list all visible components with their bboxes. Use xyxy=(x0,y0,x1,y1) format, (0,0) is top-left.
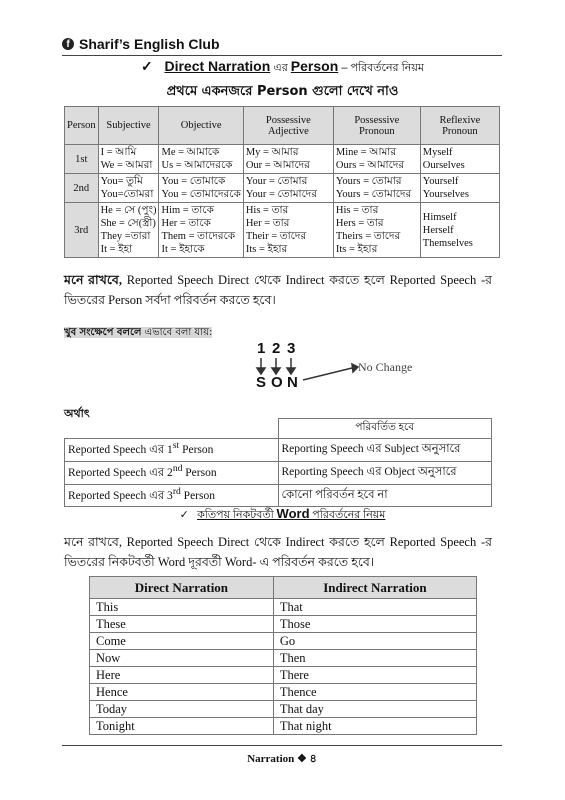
rule-table xyxy=(64,418,492,507)
cell-line: Our = আমাদের xyxy=(245,160,310,171)
cell-line: My = আমার xyxy=(245,147,299,158)
person-table-col-header: Person xyxy=(65,107,99,145)
cell-line: Theirs = তাদের xyxy=(335,231,401,242)
cell-line: Yours = তোমার xyxy=(335,176,402,187)
title-person: Person xyxy=(290,58,339,74)
table-row xyxy=(65,461,492,484)
cell-line: Myself xyxy=(422,147,453,158)
word-section-title: ✓ কতিপয় নিকটবর্তী Word পরিবর্তনের নিয়ম xyxy=(179,506,386,521)
remember-paragraph: মনে রাখবে, Reported Speech Direct থেকে Indirect করতে হলে Reported Speech -র ভিতরের Person সর্বদা পরিবর্তন করতে হবে। xyxy=(64,273,492,307)
table-row xyxy=(90,667,477,684)
cell-line: Themselves xyxy=(422,237,473,249)
table-row xyxy=(65,484,492,507)
cell-line: You= তুমি xyxy=(100,176,143,187)
cell-line: You = তোমাদেরকে xyxy=(161,189,241,200)
page-title: ✓ Direct Narration এর Person – পরিবর্তনের নিয়ম xyxy=(141,58,424,74)
rule-label-suffix: Person xyxy=(180,489,215,502)
son-letter-n: N xyxy=(287,374,298,391)
cell-line: Your = তোমার xyxy=(245,176,308,187)
table-row xyxy=(65,439,492,462)
cell-line: Ourselves xyxy=(422,160,465,171)
cell-line: They =তারা xyxy=(100,231,151,242)
indirect-word-cell: That xyxy=(273,599,476,616)
table-row xyxy=(65,145,500,174)
cell-line: Yourselves xyxy=(422,189,469,200)
cell-line: Its = ইহার xyxy=(335,244,378,255)
person-cell: 1st xyxy=(65,145,99,174)
page-header xyxy=(62,33,502,56)
cell-line: His = তার xyxy=(335,205,379,216)
cell-line: It = ইহা xyxy=(100,244,133,255)
check-icon: ✓ xyxy=(179,509,189,521)
rule-label: Reported Speech এর 2 xyxy=(68,466,173,479)
rule-label-cell xyxy=(65,439,279,462)
table-row xyxy=(65,203,500,258)
son-letter-s: S xyxy=(256,374,267,391)
son-number-2: 2 xyxy=(272,340,281,357)
cell-line: Them = তাদেরকে xyxy=(161,231,236,242)
facebook-icon: f xyxy=(62,38,74,50)
cell-line: Himself xyxy=(422,211,457,223)
section-subtitle: প্রথমে একনজরে Person গুলো দেখে নাও xyxy=(166,84,399,99)
person-table-cell xyxy=(159,174,243,203)
cell-line: Her = তার xyxy=(245,218,290,229)
cell-line: Mine = আমার xyxy=(335,147,397,158)
person-table-col-header: Subjective xyxy=(98,107,159,145)
person-table-cell xyxy=(333,203,420,258)
word-table-header-direct: Direct Narration xyxy=(90,577,274,599)
table-row xyxy=(65,174,500,203)
club-name: Sharif’s English Club xyxy=(79,36,220,52)
no-change-label: No Change xyxy=(358,360,413,374)
remember-paragraph-2: মনে রাখবে, Reported Speech Direct থেকে Indirect করতে হলে Reported Speech -র ভিতরের নিকটবর্তী Word দূরবর্তী Word- এ পরিবর্তন করতে হবে। xyxy=(64,535,492,569)
cell-line: You = তোমাকে xyxy=(161,176,226,187)
person-table-cell xyxy=(243,203,333,258)
cell-line: His = তার xyxy=(245,205,289,216)
indirect-word-cell: Those xyxy=(273,616,476,633)
cell-line: Her = তাকে xyxy=(161,218,211,229)
cell-line: Yours = তোমাদের xyxy=(335,189,412,200)
person-table-cell xyxy=(333,145,420,174)
cell-line: She = সে(স্ত্রী) xyxy=(100,218,156,229)
title-direct-narration: Direct Narration xyxy=(164,58,271,74)
indirect-word-cell: Thence xyxy=(273,684,476,701)
person-table xyxy=(64,106,500,258)
rule-label-sup: st xyxy=(172,440,180,451)
son-letter-o: O xyxy=(271,374,283,391)
arthat-label: অর্থাৎ xyxy=(64,407,90,420)
person-table-col-header: Possessive Adjective xyxy=(243,107,333,145)
cell-line: Their = তাদের xyxy=(245,231,307,242)
rule-change-cell: Reporting Speech এর Object অনুসারে xyxy=(278,461,492,484)
table-row xyxy=(90,616,477,633)
short-note: খুব সংক্ষেপে বললে এভাবে বলা যায়: xyxy=(64,327,213,338)
person-table-cell xyxy=(333,174,420,203)
direct-word-cell: Now xyxy=(90,650,274,667)
person-table-cell xyxy=(243,174,333,203)
person-table-cell xyxy=(98,203,159,258)
cell-line: Him = তাকে xyxy=(161,205,214,216)
cell-line: He = সে (পুং) xyxy=(100,205,157,216)
son-number-3: 3 xyxy=(287,340,296,357)
table-row xyxy=(90,718,477,735)
cell-line: Yourself xyxy=(422,176,459,187)
indirect-word-cell: That night xyxy=(273,718,476,735)
direct-word-cell: This xyxy=(90,599,274,616)
direct-word-cell: Hence xyxy=(90,684,274,701)
person-table-cell xyxy=(420,145,499,174)
table-row xyxy=(90,650,477,667)
cell-line: I = আমি xyxy=(100,147,137,158)
person-table-header xyxy=(65,107,500,145)
table-row xyxy=(90,701,477,718)
cell-line: Me = আমাকে xyxy=(161,147,220,158)
son-diagram xyxy=(250,340,450,390)
person-cell: 3rd xyxy=(65,203,99,258)
indirect-word-cell: Go xyxy=(273,633,476,650)
word-table-header-indirect: Indirect Narration xyxy=(273,577,476,599)
cell-line: Herself xyxy=(422,224,454,236)
direct-word-cell: These xyxy=(90,616,274,633)
direct-word-cell: Come xyxy=(90,633,274,650)
person-table-col-header: Reflexive Pronoun xyxy=(420,107,499,145)
rule-change-cell: কোনো পরিবর্তন হবে না xyxy=(278,484,492,507)
check-icon: ✓ xyxy=(141,58,153,74)
word-table xyxy=(89,576,477,735)
person-table-cell xyxy=(98,145,159,174)
rule-label-sup: rd xyxy=(172,485,181,497)
table-row xyxy=(90,599,477,616)
rule-label: Reported Speech এর 3 xyxy=(68,489,173,502)
rule-label-suffix: Person xyxy=(179,443,214,456)
table-row xyxy=(90,633,477,650)
cell-line: Hers = তার xyxy=(335,218,384,229)
rule-table-header: পরিবর্তিত হবে xyxy=(278,419,492,439)
direct-word-cell: Today xyxy=(90,701,274,718)
person-table-cell xyxy=(420,203,499,258)
indirect-word-cell: That day xyxy=(273,701,476,718)
person-table-cell xyxy=(159,203,243,258)
direct-word-cell: Tonight xyxy=(90,718,274,735)
rule-label-cell xyxy=(65,461,279,484)
person-table-cell xyxy=(243,145,333,174)
person-table-cell xyxy=(159,145,243,174)
rule-label-sup: nd xyxy=(172,462,183,474)
rule-change-cell: Reporting Speech এর Subject অনুসারে xyxy=(278,439,492,462)
person-table-col-header: Possessive Pronoun xyxy=(333,107,420,145)
cell-line: It = ইহাকে xyxy=(161,244,205,255)
indirect-word-cell: Then xyxy=(273,650,476,667)
rule-label: Reported Speech এর 1 xyxy=(68,443,173,456)
direct-word-cell: Here xyxy=(90,667,274,684)
table-row xyxy=(90,684,477,701)
indirect-word-cell: There xyxy=(273,667,476,684)
person-table-cell xyxy=(98,174,159,203)
page-footer: Narration ❖ ৪ xyxy=(62,745,502,769)
son-number-1: 1 xyxy=(257,340,266,357)
cell-line: Your = তোমাদের xyxy=(245,189,318,200)
cell-line: Its = ইহার xyxy=(245,244,288,255)
cell-line: Us = আমাদেরকে xyxy=(161,160,233,171)
cell-line: We = আমরা xyxy=(100,160,153,171)
person-table-cell xyxy=(420,174,499,203)
rule-label-cell xyxy=(65,484,279,507)
rule-label-suffix: Person xyxy=(182,466,217,479)
person-cell: 2nd xyxy=(65,174,99,203)
cell-line: Ours = আমাদের xyxy=(335,160,405,171)
cell-line: You=তোমরা xyxy=(100,189,154,200)
person-table-col-header: Objective xyxy=(159,107,243,145)
